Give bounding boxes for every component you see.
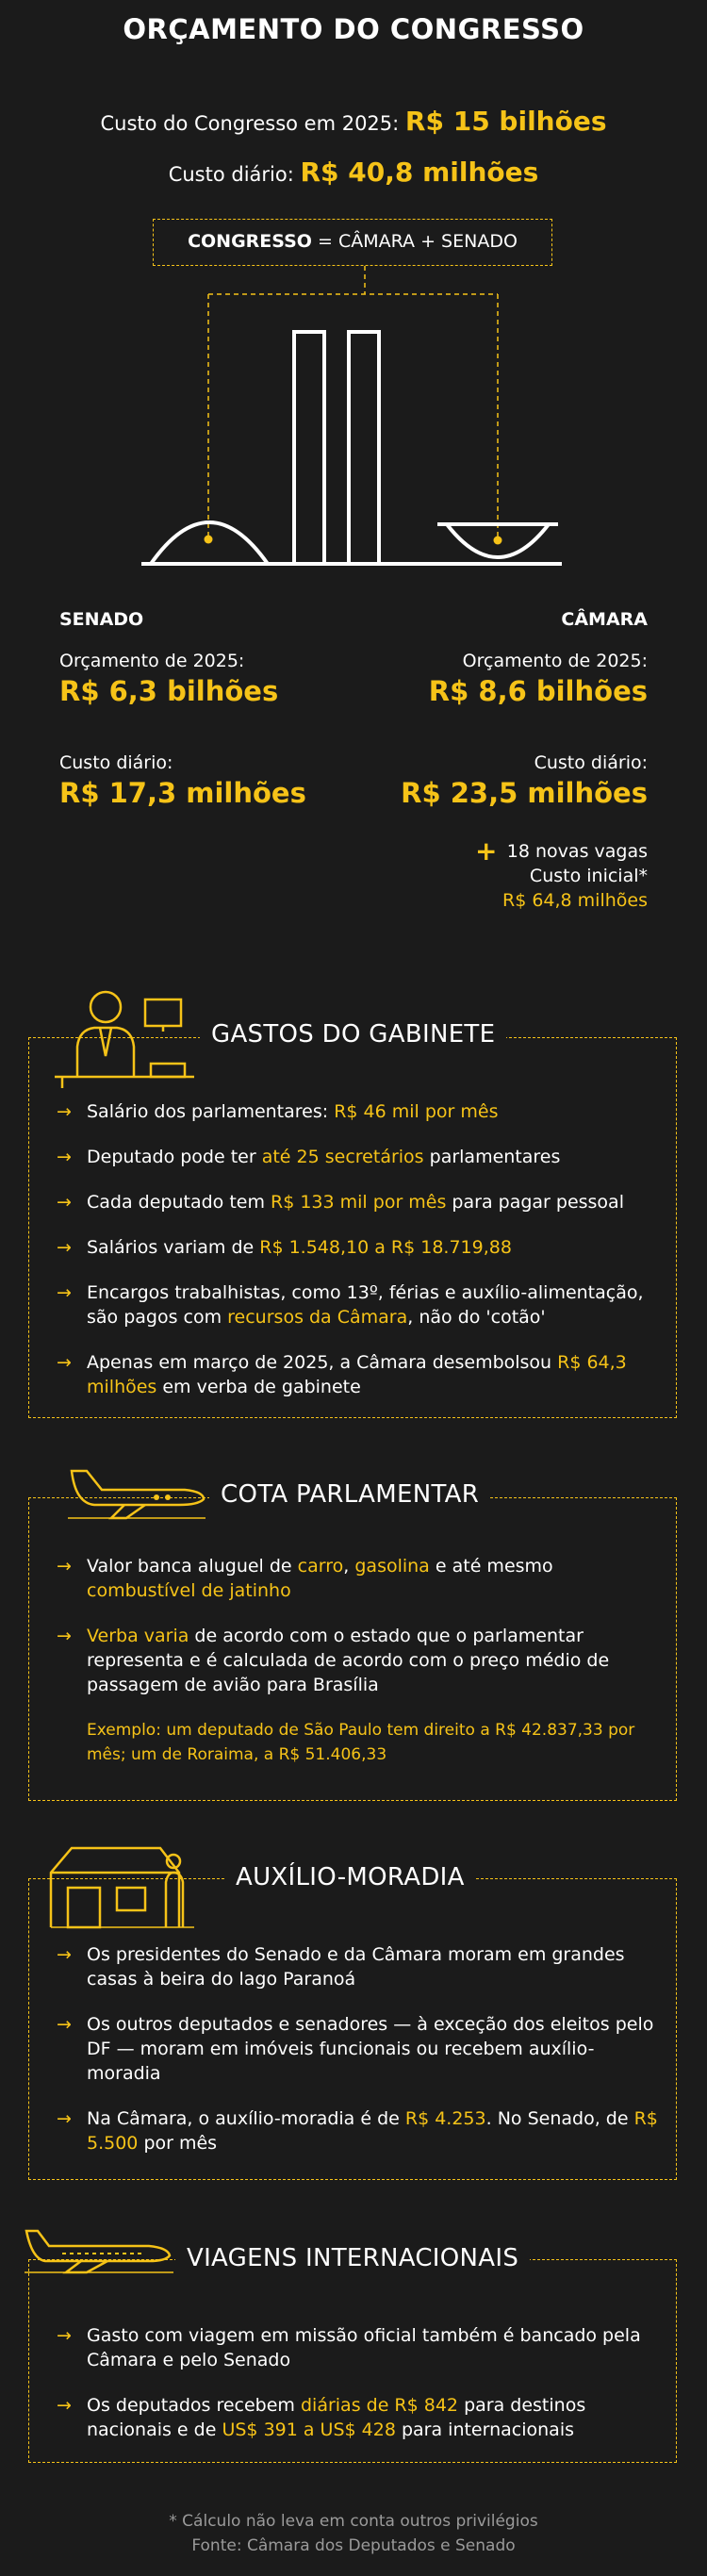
list-item — [57, 1350, 660, 1399]
camara-initial-cost-value: R$ 64,8 milhões — [502, 890, 648, 911]
list-item — [57, 1145, 660, 1169]
arrow-icon: → — [57, 2108, 72, 2129]
bullet-highlight: R$ 5.500 — [87, 2108, 658, 2154]
viagens-title: VIAGENS INTERNACIONAIS — [175, 2244, 530, 2272]
daily-cost-label: Custo diário: — [168, 163, 294, 186]
bullet-text: e até mesmo — [429, 1556, 553, 1577]
arrow-icon: → — [57, 1282, 72, 1303]
footer-note: * Cálculo não leva em conta outros privilégios — [169, 2512, 538, 2531]
arrow-icon: → — [57, 2325, 72, 2346]
bullet-text: , — [343, 1556, 355, 1577]
cota-list — [57, 1554, 660, 1767]
plus-icon: + — [475, 835, 498, 867]
formula-congress: CONGRESSO — [188, 231, 312, 252]
formula-rest: = CÂMARA + SENADO — [318, 231, 518, 252]
bullet-text: Os outros deputados e senadores — à exceção dos eleitos pelo DF — moram em imóveis funcionais ou recebem auxílio-moradia — [87, 2014, 654, 2084]
bullet-text: Salário dos parlamentares: — [87, 1101, 335, 1122]
arrow-icon: → — [57, 2014, 72, 2035]
bullet-highlight: diárias de R$ 842 — [300, 2395, 459, 2416]
annual-cost-label: Custo do Congresso em 2025: — [100, 112, 400, 135]
bullet-highlight: combustível de jatinho — [87, 1580, 291, 1601]
cota-title: COTA PARLAMENTAR — [209, 1480, 490, 1509]
bullet-highlight: R$ 4.253 — [404, 2108, 486, 2129]
bullet-text: Valor banca aluguel de — [87, 1556, 298, 1577]
bullet-highlight: carro — [297, 1556, 344, 1577]
bullet-text: Salários variam de — [87, 1237, 260, 1258]
arrow-icon: → — [57, 1192, 72, 1213]
camara-initial-cost-label: Custo inicial* — [529, 866, 648, 886]
camara-budget-value: R$ 8,6 bilhões — [428, 675, 648, 707]
arrow-icon: → — [57, 1237, 72, 1258]
camara-budget-label: Orçamento de 2025: — [462, 651, 648, 671]
bullet-text: de acordo com o estado que o parlamentar representa e é calculada de acordo com o preço médio de passagem de avião para Brasília — [87, 1626, 610, 1695]
bullet-highlight: Verba varia — [87, 1626, 189, 1646]
page-title: ORÇAMENTO DO CONGRESSO — [123, 13, 584, 45]
bullet-highlight: R$ 133 mil por mês — [271, 1192, 447, 1213]
moradia-title: AUXÍLIO-MORADIA — [224, 1863, 476, 1891]
arrow-icon: → — [57, 1944, 72, 1965]
camara-heading: CÂMARA — [561, 609, 648, 630]
bullet-highlight: R$ 1.548,10 a R$ 18.719,88 — [259, 1237, 512, 1258]
bullet-text: , não do 'cotão' — [407, 1307, 546, 1328]
list-item — [57, 1280, 660, 1329]
bullet-text: Os presidentes do Senado e da Câmara moram em grandes casas à beira do lago Paranoá — [87, 1944, 625, 1990]
list-item — [57, 1099, 660, 1124]
camara-new-seats: 18 novas vagas — [506, 841, 648, 862]
bullet-text: Deputado pode ter — [87, 1147, 262, 1167]
senado-daily-label: Custo diário: — [59, 752, 173, 773]
bullet-text: parlamentares — [423, 1147, 561, 1167]
bullet-highlight: gasolina — [354, 1556, 430, 1577]
arrow-icon: → — [57, 1556, 72, 1577]
annual-cost-value: R$ 15 bilhões — [404, 106, 607, 137]
gabinete-list — [57, 1099, 660, 1420]
arrow-icon: → — [57, 2395, 72, 2416]
bullet-highlight: US$ 391 a US$ 428 — [222, 2419, 396, 2440]
senado-daily-value: R$ 17,3 milhões — [59, 777, 306, 809]
bullet-text: Os deputados recebem — [87, 2395, 301, 2416]
bullet-highlight: R$ 46 mil por mês — [334, 1101, 499, 1122]
bullet-highlight: recursos da Câmara — [227, 1307, 408, 1328]
bullet-text: para internacionais — [395, 2419, 574, 2440]
senado-budget-value: R$ 6,3 bilhões — [59, 675, 279, 707]
daily-cost-value: R$ 40,8 milhões — [300, 157, 539, 188]
footer-source: Fonte: Câmara dos Deputados e Senado — [191, 2536, 516, 2555]
bullet-text: para destinos nacionais e de — [87, 2395, 586, 2440]
arrow-icon: → — [57, 1101, 72, 1122]
list-item — [57, 2393, 660, 2442]
bullet-text: por mês — [138, 2133, 218, 2154]
senado-heading: SENADO — [59, 609, 144, 630]
list-item — [57, 2012, 660, 2086]
list-item — [57, 1190, 660, 1214]
bullet-text: . No Senado, de — [485, 2108, 634, 2129]
cota-example: Exemplo: um deputado de São Paulo tem direito a R$ 42.837,33 por mês; um de Roraima, a R$ 51.406,33 — [87, 1721, 635, 1764]
bullet-text: Gasto com viagem em missão oficial também é bancado pela Câmara e pelo Senado — [87, 2325, 641, 2370]
list-item — [57, 2323, 660, 2372]
list-item — [57, 1624, 660, 1697]
arrow-icon: → — [57, 1147, 72, 1167]
bullet-highlight: R$ 64,3 milhões — [87, 1352, 627, 1397]
airplane-icon — [25, 2227, 175, 2274]
arrow-icon: → — [57, 1626, 72, 1646]
bullet-text: Encargos trabalhistas, como 13º, férias e auxílio-alimentação, são pagos com — [87, 1282, 644, 1328]
senado-budget-label: Orçamento de 2025: — [59, 651, 245, 671]
list-item — [57, 1554, 660, 1603]
viagens-list — [57, 2323, 660, 2463]
bullet-highlight: até 25 secretários — [261, 1147, 424, 1167]
list-item — [57, 1942, 660, 1991]
list-item — [57, 1235, 660, 1260]
house-icon — [49, 1841, 196, 1929]
arrow-icon: → — [57, 1352, 72, 1373]
private-jet-icon — [66, 1467, 207, 1520]
gabinete-title: GASTOS DO GABINETE — [200, 1020, 506, 1049]
bullet-text: para pagar pessoal — [446, 1192, 624, 1213]
bullet-text: Na Câmara, o auxílio-moradia é de — [87, 2108, 405, 2129]
moradia-list — [57, 1942, 660, 2176]
congress-building-icon — [0, 0, 707, 585]
bullet-text: em verba de gabinete — [156, 1377, 361, 1397]
office-worker-icon — [53, 990, 194, 1088]
camara-daily-label: Custo diário: — [534, 752, 648, 773]
bullet-text: Apenas em março de 2025, a Câmara desembolsou — [87, 1352, 558, 1373]
bullet-text: Cada deputado tem — [87, 1192, 271, 1213]
list-item — [57, 2106, 660, 2155]
camara-daily-value: R$ 23,5 milhões — [401, 777, 648, 809]
